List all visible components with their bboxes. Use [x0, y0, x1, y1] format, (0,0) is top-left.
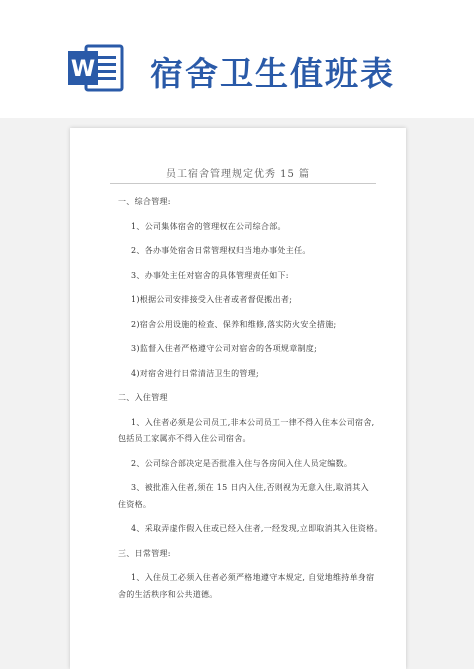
- word-document-icon: [66, 42, 126, 94]
- section-heading: 一、综合管理:: [118, 197, 171, 206]
- logo-letter: W: [70, 57, 96, 82]
- banner-title: 宿舍卫生值班表: [150, 54, 395, 93]
- paragraph-line: 3、办事处主任对宿舍的具体管理责任如下:: [131, 271, 289, 280]
- title-divider: [110, 183, 376, 184]
- paragraph-line: 舍的生活秩序和公共道德。: [118, 590, 218, 599]
- paragraph-line: 4)对宿舍进行日常清洁卫生的管理;: [131, 369, 260, 378]
- banner: [0, 0, 474, 118]
- paragraph-line: 1)根据公司安排接受入住者或者督促搬出者;: [131, 295, 293, 304]
- paragraph-line: 3)监督入住者严格遵守公司对宿舍的各项规章制度;: [131, 344, 318, 353]
- paragraph-line: 1、公司集体宿舍的管理权在公司综合部。: [131, 222, 286, 231]
- paragraph-line: 2)宿舍公用设施的检查、保养和维修,落实防火安全措施;: [131, 320, 337, 329]
- paragraph-line: 2、公司综合部决定是否批准入住与各房间入住人员定编数。: [131, 459, 353, 468]
- paragraph-line: 1、入住者必须是公司员工,非本公司员工一律不得入住本公司宿舍,: [131, 418, 375, 427]
- paragraph-line: 2、各办事处宿舍日常管理权归当地办事处主任。: [131, 246, 311, 255]
- paragraph-line: 4、采取弄虚作假入住或已经入住者,一经发现,立即取消其入住资格。: [131, 524, 383, 533]
- document-page: [70, 128, 406, 669]
- paragraph-line: 3、被批准入住者,须在 15 日内入住,否则视为无意入住,取消其入: [131, 483, 369, 492]
- paragraph-line: 1、入住员工必须入住者必须严格地遵守本规定, 自觉地维持单身宿: [131, 573, 375, 582]
- paragraph-line: 包括员工家属亦不得入住公司宿舍。: [118, 434, 251, 443]
- section-heading: 二、入住管理: [118, 393, 168, 402]
- section-heading: 三、日常管理:: [118, 549, 171, 558]
- document-title: 员工宿舍管理规定优秀 15 篇: [165, 169, 311, 180]
- paragraph-line: 住资格。: [118, 500, 152, 509]
